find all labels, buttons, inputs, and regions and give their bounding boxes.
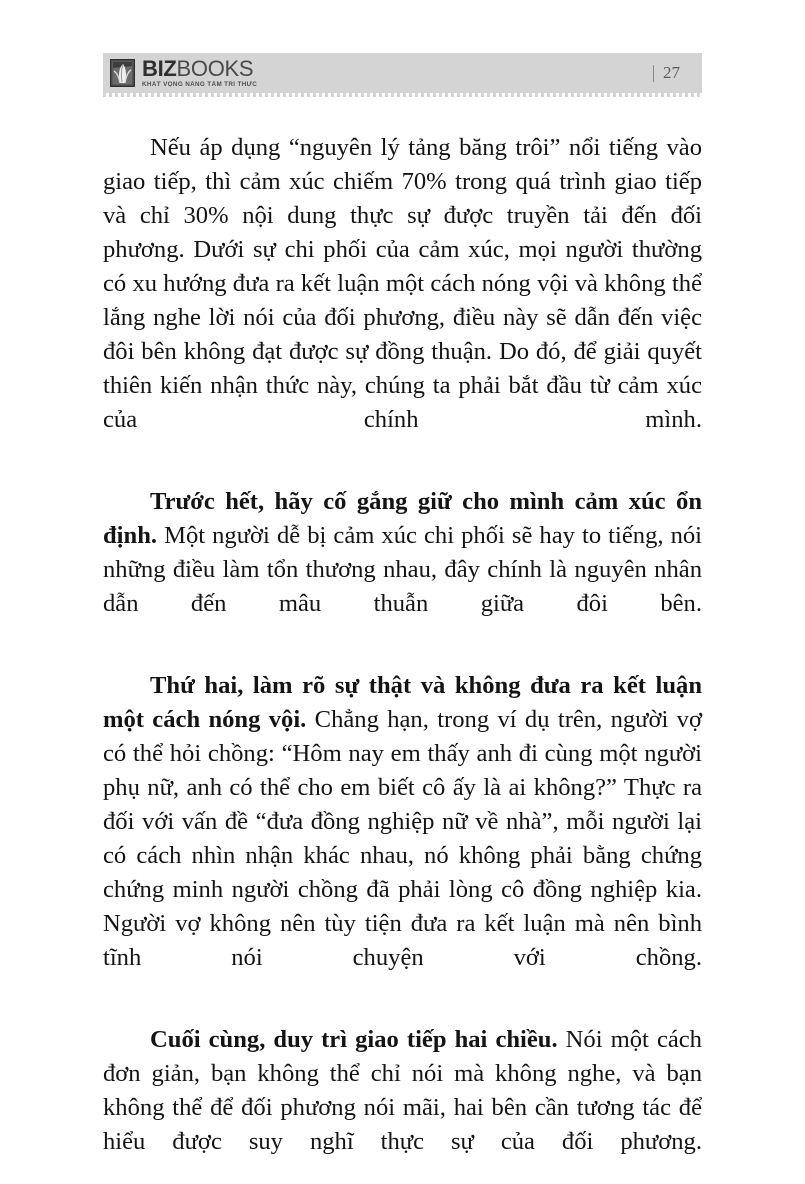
bizbooks-book-emblem-icon [110, 58, 136, 88]
paragraph-2-lead: Trước hết, hãy cố gắng giữ cho mình cảm xúc ổn định. [103, 488, 702, 549]
paragraph-3-text: Chẳng hạn, trong ví dụ trên, người vợ có thể hỏi chồng: “Hôm nay em thấy anh đi cùng một người phụ nữ, anh có thể cho em biết cô ấy là ai không?” Thực ra đối với vấn đề “đưa đồng nghiệp nữ về nhà”, mỗi người lại có cách nhìn nhận khác nhau, nó không phải bằng chứng chứng minh người chồng đã phải lòng cô đồng nghiệp kia. Người vợ không nên tùy tiện đưa ra kết luận mà nên bình tĩnh nói chuyện với chồng. [103, 706, 702, 971]
page-number: 27 [663, 63, 680, 82]
paragraph-4 [103, 1023, 702, 1184]
paragraph-3-lead: Thứ hai, làm rõ sự thật và không đưa ra kết luận một cách nóng vội. [103, 672, 702, 733]
paragraph-3 [103, 669, 702, 1009]
body-text-column [103, 131, 702, 1184]
running-header [103, 53, 702, 93]
paragraph-4-lead: Cuối cùng, duy trì giao tiếp hai chiều. [150, 1026, 558, 1053]
bizbooks-logo [103, 55, 258, 89]
paragraph-2-text: Một người dễ bị cảm xúc chi phối sẽ hay to tiếng, nói những điều làm tổn thương nhau, đây chính là nguyên nhân dẫn đến mâu thuẫn giữa đôi bên. [103, 522, 702, 617]
paragraph-1-text: Nếu áp dụng “nguyên lý tảng băng trôi” nổi tiếng vào giao tiếp, thì cảm xúc chiếm 70% trong quá trình giao tiếp và chỉ 30% nội dung thực sự được truyền tải đến đối phương. Dưới sự chi phối của cảm xúc, mọi người thường có xu hướng đưa ra kết luận một cách nóng vội và không thể lắng nghe lời nói của đối phương, điều này sẽ dẫn đến việc đôi bên không đạt được sự đồng thuận. Do đó, để giải quyết thiên kiến nhận thức này, chúng ta phải bắt đầu từ cảm xúc của chính mình. [103, 134, 702, 433]
paragraph-2 [103, 485, 702, 655]
paragraph-1 [103, 131, 702, 471]
paragraph-4-text: Nói một cách đơn giản, bạn không thể chỉ nói mà không nghe, và bạn không thể để đối phương nói mãi, hai bên cần tương tác để hiểu được suy nghĩ thực sự của đối phương. [103, 1026, 702, 1155]
folio-divider [653, 65, 654, 82]
wordmark-biz: BIZ [142, 55, 177, 81]
wordmark-text [142, 55, 255, 81]
wordmark [142, 55, 258, 89]
page-folio [653, 63, 702, 83]
wordmark-books: BOOKS [176, 55, 254, 81]
wordmark-tagline: KHÁT VỌNG NÂNG TẦM TRI THỨC [142, 81, 258, 89]
